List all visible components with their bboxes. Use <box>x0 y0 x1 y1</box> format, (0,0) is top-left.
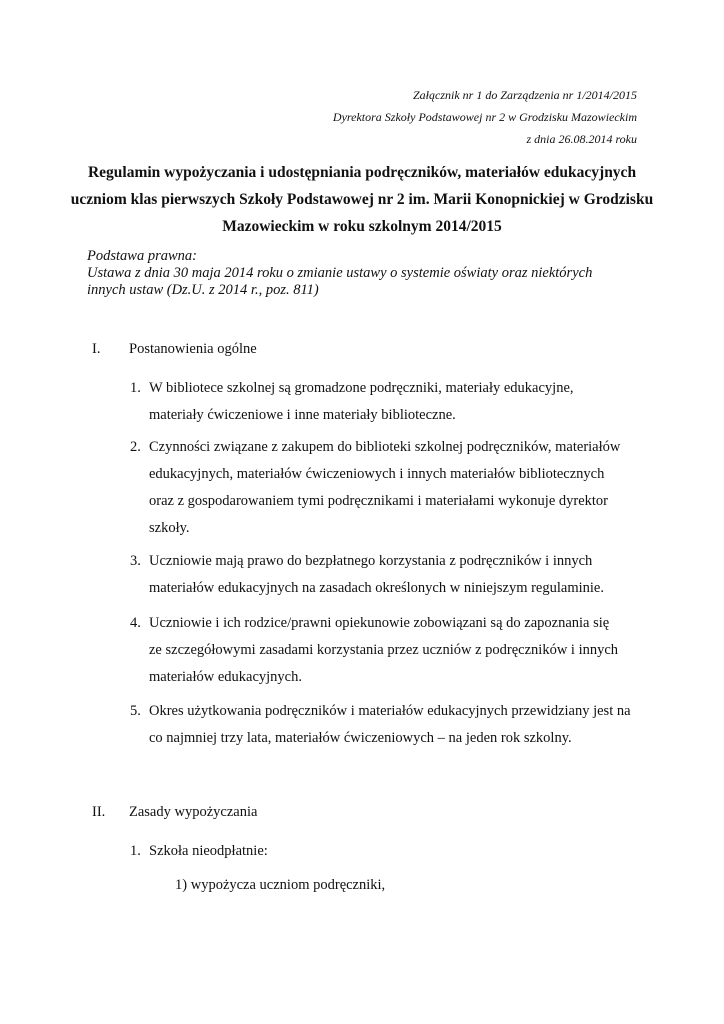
list-item-line: Okres użytkowania podręczników i materiałów edukacyjnych przewidziany jest na <box>149 703 631 719</box>
list-item <box>130 375 638 429</box>
list-item-line: Szkoła nieodpłatnie: <box>149 843 268 859</box>
list-item <box>130 698 638 752</box>
list-item-line: ze szczegółowymi zasadami korzystania przez uczniów z podręczników i innych <box>149 642 619 658</box>
header-line-1: Załącznik nr 1 do Zarządzenia nr 1/2014/2015 <box>412 88 637 102</box>
list-item-line: szkoły. <box>149 520 190 536</box>
list-item-number: 4. <box>130 615 141 631</box>
list-item-number: 5. <box>130 703 141 719</box>
title-line-1: Regulamin wypożyczania i udostępniania podręczników, materiałów edukacyjnych <box>87 164 637 181</box>
list-item-line: W bibliotece szkolnej są gromadzone podręczniki, materiały edukacyjne, <box>149 380 574 396</box>
legal-basis-line-1: Ustawa z dnia 30 maja 2014 roku o zmianie ustawy o systemie oświaty oraz niektórych <box>87 265 593 281</box>
sub-list-item <box>175 877 385 894</box>
header-line-2: Dyrektora Szkoły Podstawowej nr 2 w Grodzisku Mazowieckim <box>332 110 637 124</box>
list-item-line: edukacyjnych, materiałów ćwiczeniowych i innych materiałów bibliotecznych <box>149 466 605 482</box>
list-item-number: 2. <box>130 439 141 455</box>
list-item-line: co najmniej trzy lata, materiałów ćwiczeniowych – na jeden rok szkolny. <box>149 730 572 746</box>
list-item-line: materiałów edukacyjnych na zasadach określonych w niniejszym regulaminie. <box>149 580 604 596</box>
list-item-line: Czynności związane z zakupem do biblioteki szkolnej podręczników, materiałów <box>149 439 621 455</box>
section-1-title: Postanowienia ogólne <box>129 341 257 357</box>
list-item-number: 3. <box>130 553 141 569</box>
document-title <box>60 159 664 240</box>
title-line-2: uczniom klas pierwszych Szkoły Podstawowej nr 2 im. Marii Konopnickiej w Grodzisku <box>70 191 654 208</box>
list-item-number: 1. <box>130 843 141 859</box>
section-2-heading <box>92 804 257 821</box>
section-2-title: Zasady wypożyczania <box>129 804 258 820</box>
list-item-line: Uczniowie mają prawo do bezpłatnego korzystania z podręczników i innych <box>149 553 593 569</box>
list-item-line: materiałów edukacyjnych. <box>149 669 302 685</box>
legal-basis-label: Podstawa prawna: <box>87 248 197 264</box>
list-item <box>130 434 638 542</box>
list-item-line: oraz z gospodarowaniem tymi podręcznikami i materiałami wykonuje dyrektor <box>149 493 609 509</box>
section-1-heading <box>92 341 257 358</box>
legal-basis-line-2: innych ustaw (Dz.U. z 2014 r., poz. 811) <box>87 282 319 298</box>
list-item-line: materiały ćwiczeniowe i inne materiały biblioteczne. <box>149 407 456 423</box>
header-annotation <box>333 84 637 150</box>
list-item <box>130 548 638 602</box>
sub-list-item-text: wypożycza uczniom podręczniki, <box>190 877 386 893</box>
list-item <box>130 610 638 691</box>
list-item <box>130 838 638 865</box>
section-1-numeral: I. <box>92 341 101 357</box>
header-line-3: z dnia 26.08.2014 roku <box>526 132 637 146</box>
legal-basis <box>87 248 647 299</box>
list-item-line: Uczniowie i ich rodzice/prawni opiekunowie zobowiązani są do zapoznania się <box>149 615 610 631</box>
section-2-numeral: II. <box>92 804 106 820</box>
title-line-3: Mazowieckim w roku szkolnym 2014/2015 <box>222 218 502 235</box>
list-item-number: 1. <box>130 380 141 396</box>
sub-list-item-number: 1) <box>175 877 188 893</box>
